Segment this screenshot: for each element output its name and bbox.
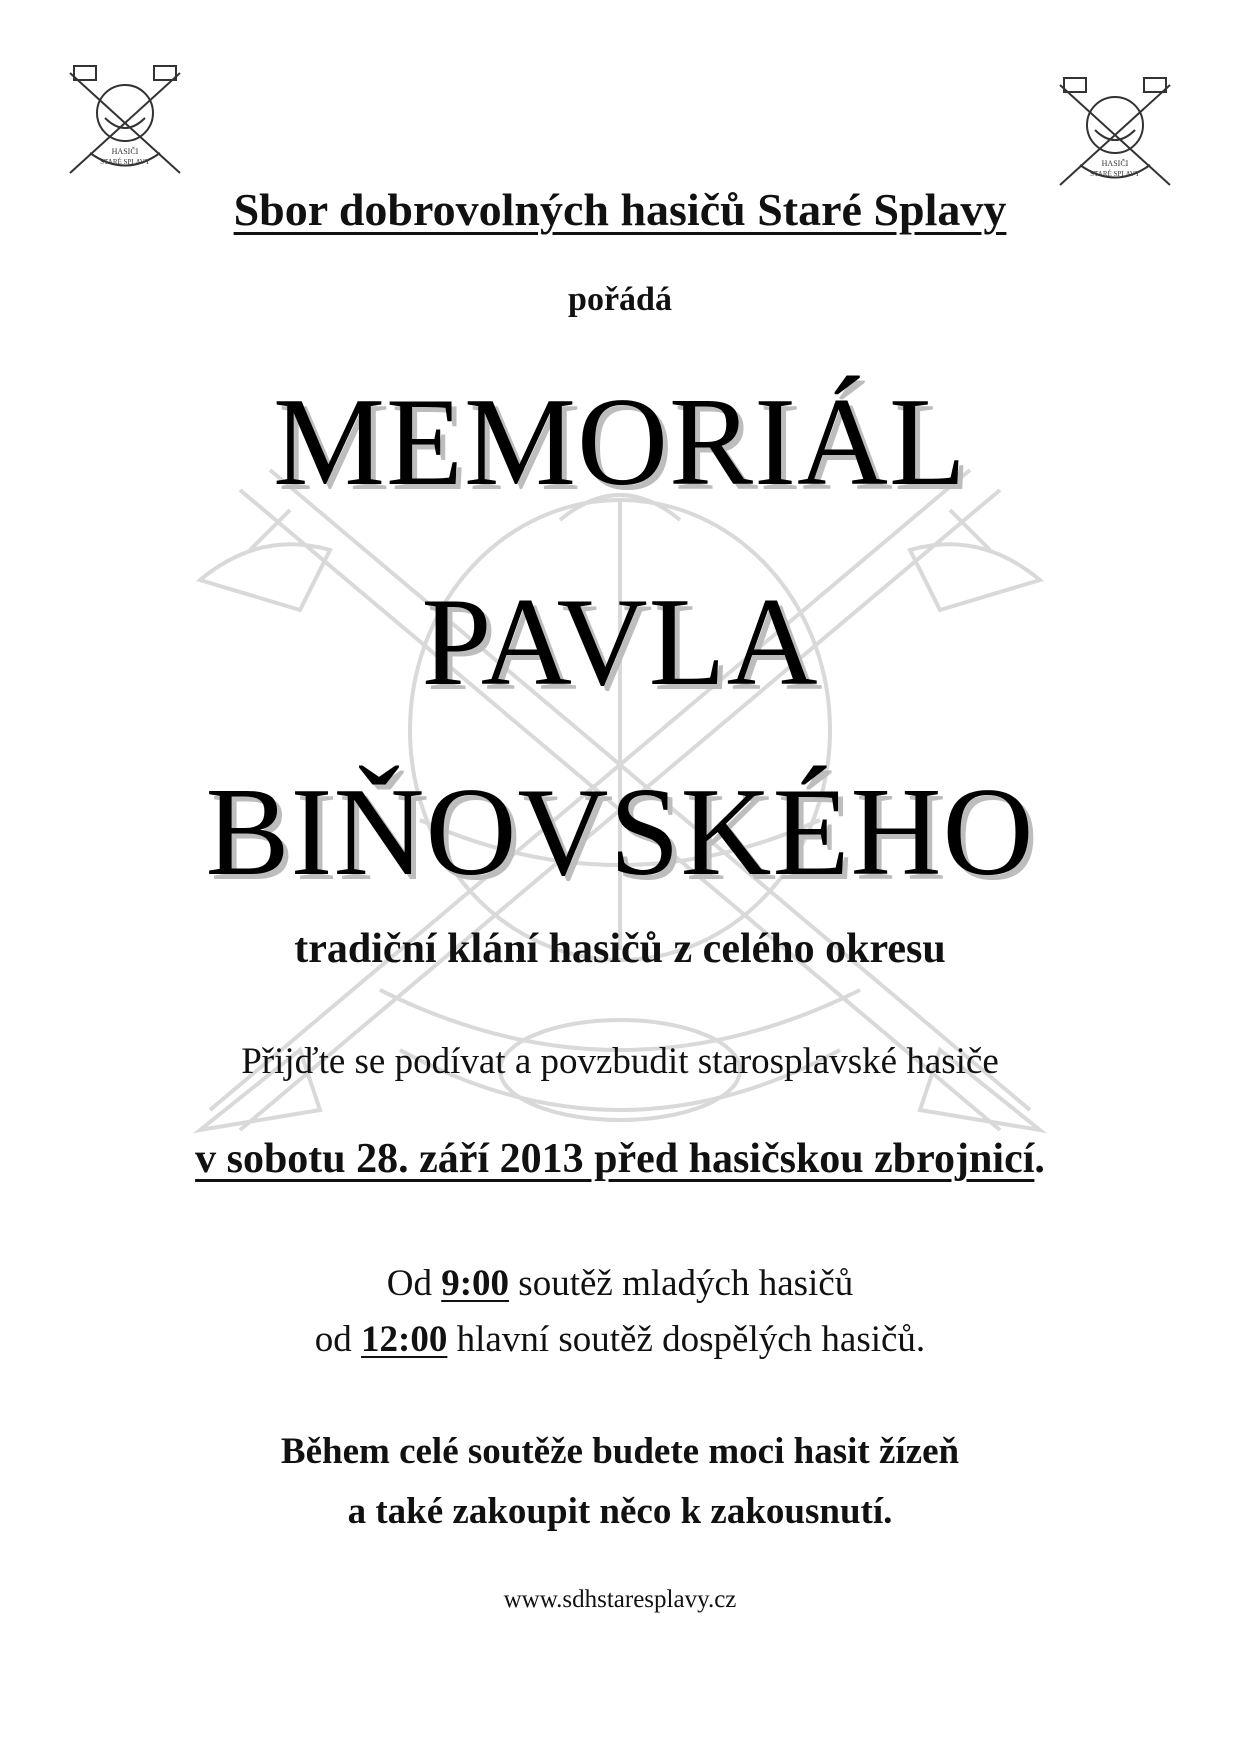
logo-right-text-2: STARÉ SPLAVY <box>1090 170 1140 178</box>
event-title-line-3: BIŇOVSKÉHO <box>205 763 1035 902</box>
schedule-prefix: Od <box>386 1263 442 1304</box>
website-link[interactable]: www.sdhstaresplavy.cz <box>503 1586 737 1613</box>
logo-right-emblem <box>1050 70 1180 200</box>
event-title-line-2: PAVLA <box>421 573 819 712</box>
logo-left-text-2: STARÉ SPLAVY <box>100 158 150 166</box>
schedule-item-main <box>0 1318 1240 1361</box>
logo-right-text-1: HASIČI <box>1101 159 1129 168</box>
schedule-prefix: od <box>314 1319 362 1360</box>
organization-title: Sbor dobrovolných hasičů Staré Splavy <box>233 184 1007 235</box>
event-title-line-1: MEMORIÁL <box>273 373 967 512</box>
organizes-label: pořádá <box>568 281 672 318</box>
event-date-period: . <box>1034 1136 1045 1182</box>
schedule-description: hlavní soutěž dospělých hasičů. <box>447 1319 926 1360</box>
logo-left-text-1: HASIČI <box>111 147 139 156</box>
event-date-line <box>0 1135 1240 1183</box>
logo-left-emblem <box>60 58 190 188</box>
refreshment-note-line-1: Během celé soutěže budete moci hasit žízeň <box>280 1431 960 1472</box>
event-subtitle: tradiční klání hasičů z celého okresu <box>294 926 946 972</box>
schedule-item-youth <box>0 1262 1240 1305</box>
schedule-time: 9:00 <box>441 1263 510 1304</box>
schedule-time: 12:00 <box>361 1319 448 1360</box>
schedule-description: soutěž mladých hasičů <box>509 1263 854 1304</box>
invitation-text: Přijďte se podívat a povzbudit starosplavské hasiče <box>241 1041 999 1082</box>
event-date-text: v sobotu 28. září 2013 před hasičskou zbrojnicí <box>195 1136 1035 1182</box>
refreshment-note-line-2: a také zakoupit něco k zakousnutí. <box>347 1491 893 1532</box>
